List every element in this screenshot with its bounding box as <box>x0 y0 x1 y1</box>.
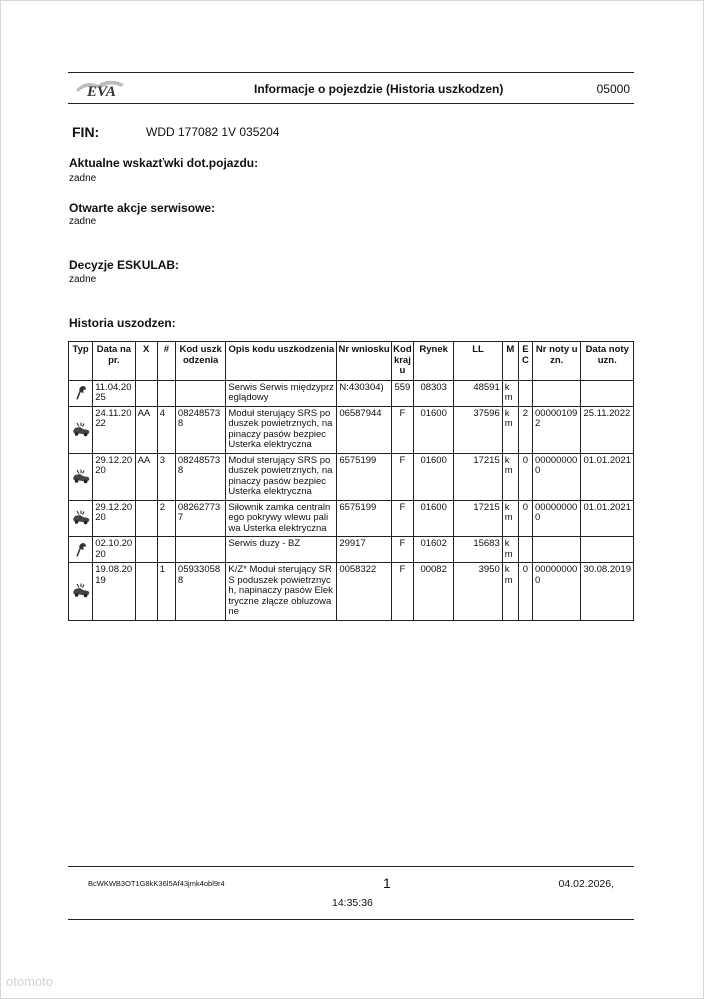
market-cell: 08303 <box>413 380 453 406</box>
x-cell: AA <box>135 453 157 500</box>
description-cell: Serwis Serwis międzyprzeglądowy <box>226 380 337 406</box>
number-cell <box>157 380 175 406</box>
damage-code-cell <box>175 537 225 563</box>
hints-value: zadne <box>69 173 97 184</box>
mileage-cell: 15683 <box>454 537 502 563</box>
number-cell: 2 <box>157 500 175 537</box>
mileage-cell: 17215 <box>454 500 502 537</box>
description-cell: Serwis duzy - BZ <box>226 537 337 563</box>
country-code-cell: F <box>391 453 413 500</box>
ec-cell: 2 <box>518 406 532 453</box>
number-cell: 4 <box>157 406 175 453</box>
damage-code-cell <box>175 380 225 406</box>
table-row <box>69 453 634 500</box>
date-cell: 19.08.2019 <box>93 563 135 621</box>
request-number-cell: 06587944 <box>337 406 391 453</box>
request-number-cell: 6575199 <box>337 500 391 537</box>
ec-cell: 0 <box>518 500 532 537</box>
note-number-cell <box>533 537 581 563</box>
unit-cell: km <box>502 500 518 537</box>
country-code-cell: F <box>391 563 413 621</box>
col-header: Typ <box>69 342 93 381</box>
col-header: X <box>135 342 157 381</box>
eskulab-title: Decyzje ESKULAB: <box>69 258 180 272</box>
x-cell <box>135 500 157 537</box>
type-cell <box>69 500 93 537</box>
table-row <box>69 537 634 563</box>
date-cell: 24.11.2022 <box>93 406 135 453</box>
logo-text: EVA <box>87 84 116 99</box>
type-cell <box>69 563 93 621</box>
market-cell: 00082 <box>413 563 453 621</box>
history-title: Historia uszodzen: <box>69 316 176 330</box>
col-header: EC <box>518 342 532 381</box>
request-number-cell: 6575199 <box>337 453 391 500</box>
market-cell: 01600 <box>413 453 453 500</box>
page-footer <box>68 866 634 920</box>
car-damage-icon <box>69 583 92 599</box>
col-header: Kod uszkodzenia <box>175 342 225 381</box>
eskulab-value: zadne <box>69 274 97 285</box>
date-cell: 29.12.2020 <box>93 500 135 537</box>
table-header-row <box>69 342 634 381</box>
col-header: Data noty uzn. <box>581 342 634 381</box>
x-cell <box>135 563 157 621</box>
mileage-cell: 48591 <box>454 380 502 406</box>
page-title: Informacje o pojezdzie (Historia uszkodzen) <box>254 82 504 96</box>
type-cell <box>69 537 93 563</box>
country-code-cell: 559 <box>391 380 413 406</box>
description-cell: Siłownik zamka centralnego pokrywy wlewu paliwa Usterka elektryczna <box>226 500 337 537</box>
request-number-cell: N:430304) <box>337 380 391 406</box>
note-date-cell: 01.01.2021 <box>581 500 634 537</box>
print-time: 14:35:36 <box>332 897 373 909</box>
x-cell <box>135 537 157 563</box>
col-header: M <box>502 342 518 381</box>
table-row <box>69 406 634 453</box>
wrench-icon <box>69 385 92 401</box>
hints-title: Aktualne wskazťwki dot.pojazdu: <box>69 156 259 170</box>
unit-cell: km <box>502 380 518 406</box>
mileage-cell: 3950 <box>454 563 502 621</box>
ec-cell: 0 <box>518 453 532 500</box>
number-cell: 1 <box>157 563 175 621</box>
eva-logo <box>74 77 126 99</box>
ec-cell <box>518 380 532 406</box>
market-cell: 01600 <box>413 406 453 453</box>
fin-value: WDD 177082 1V 035204 <box>146 125 280 139</box>
unit-cell: km <box>502 406 518 453</box>
col-header: Nr noty uzn. <box>533 342 581 381</box>
country-code-cell: F <box>391 500 413 537</box>
market-cell: 01602 <box>413 537 453 563</box>
table-row <box>69 500 634 537</box>
damage-code-cell: 059330588 <box>175 563 225 621</box>
x-cell: AA <box>135 406 157 453</box>
country-code-cell: F <box>391 406 413 453</box>
col-header: Kod kraju <box>391 342 413 381</box>
document-code: 05000 <box>596 82 630 96</box>
request-number-cell: 0058322 <box>337 563 391 621</box>
note-date-cell: 30.08.2019 <box>581 563 634 621</box>
col-header: # <box>157 342 175 381</box>
mileage-cell: 17215 <box>454 453 502 500</box>
note-number-cell: 000000000 <box>533 500 581 537</box>
type-cell <box>69 453 93 500</box>
request-number-cell: 29917 <box>337 537 391 563</box>
car-damage-icon <box>69 422 92 438</box>
market-cell: 01600 <box>413 500 453 537</box>
col-header: Data napr. <box>93 342 135 381</box>
note-number-cell: 000001092 <box>533 406 581 453</box>
watermark-text: otomoto <box>6 974 53 989</box>
ec-cell: 0 <box>518 563 532 621</box>
damage-code-cell: 082485738 <box>175 406 225 453</box>
date-cell: 02.10.2020 <box>93 537 135 563</box>
fin-label: FIN: <box>72 124 100 140</box>
damage-code-cell: 082485738 <box>175 453 225 500</box>
mileage-cell: 37596 <box>454 406 502 453</box>
car-damage-icon <box>69 469 92 485</box>
col-header: Nr wniosku <box>337 342 391 381</box>
col-header: Rynek <box>413 342 453 381</box>
description-cell: Moduł sterujący SRS poduszek powietrznych, napinaczy pasów bezpiec Usterka elektryczna <box>226 406 337 453</box>
unit-cell: km <box>502 563 518 621</box>
note-date-cell <box>581 380 634 406</box>
damage-history-table <box>68 341 634 621</box>
col-header: Opis kodu uszkodzenia <box>226 342 337 381</box>
service-actions-title: Otwarte akcje serwisowe: <box>69 201 216 215</box>
note-date-cell: 01.01.2021 <box>581 453 634 500</box>
x-cell <box>135 380 157 406</box>
number-cell <box>157 537 175 563</box>
note-date-cell: 25.11.2022 <box>581 406 634 453</box>
damage-code-cell: 082627737 <box>175 500 225 537</box>
type-cell <box>69 406 93 453</box>
col-header: LL <box>454 342 502 381</box>
service-actions-value: zadne <box>69 216 97 227</box>
country-code-cell: F <box>391 537 413 563</box>
unit-cell: km <box>502 537 518 563</box>
date-cell: 11.04.2025 <box>93 380 135 406</box>
number-cell: 3 <box>157 453 175 500</box>
footer-document-id: BcWKWB3OT1G8kK36l5Af43jmk4obl9r4 <box>88 879 225 888</box>
date-cell: 29.12.2020 <box>93 453 135 500</box>
note-date-cell <box>581 537 634 563</box>
note-number-cell <box>533 380 581 406</box>
wrench-icon <box>69 542 92 558</box>
car-damage-icon <box>69 510 92 526</box>
type-cell <box>69 380 93 406</box>
table-row <box>69 380 634 406</box>
unit-cell: km <box>502 453 518 500</box>
note-number-cell: 000000000 <box>533 453 581 500</box>
table-row <box>69 563 634 621</box>
page-header <box>68 72 634 104</box>
note-number-cell: 000000000 <box>533 563 581 621</box>
page-number: 1 <box>383 875 391 891</box>
ec-cell <box>518 537 532 563</box>
description-cell: K/Z* Moduł sterujący SRS poduszek powietrznych, napinaczy pasów Elektryczne złącze obluzowane <box>226 563 337 621</box>
description-cell: Moduł sterujący SRS poduszek powietrznych, napinaczy pasów bezpiec Usterka elektryczna <box>226 453 337 500</box>
print-date: 04.02.2026, <box>558 878 614 890</box>
